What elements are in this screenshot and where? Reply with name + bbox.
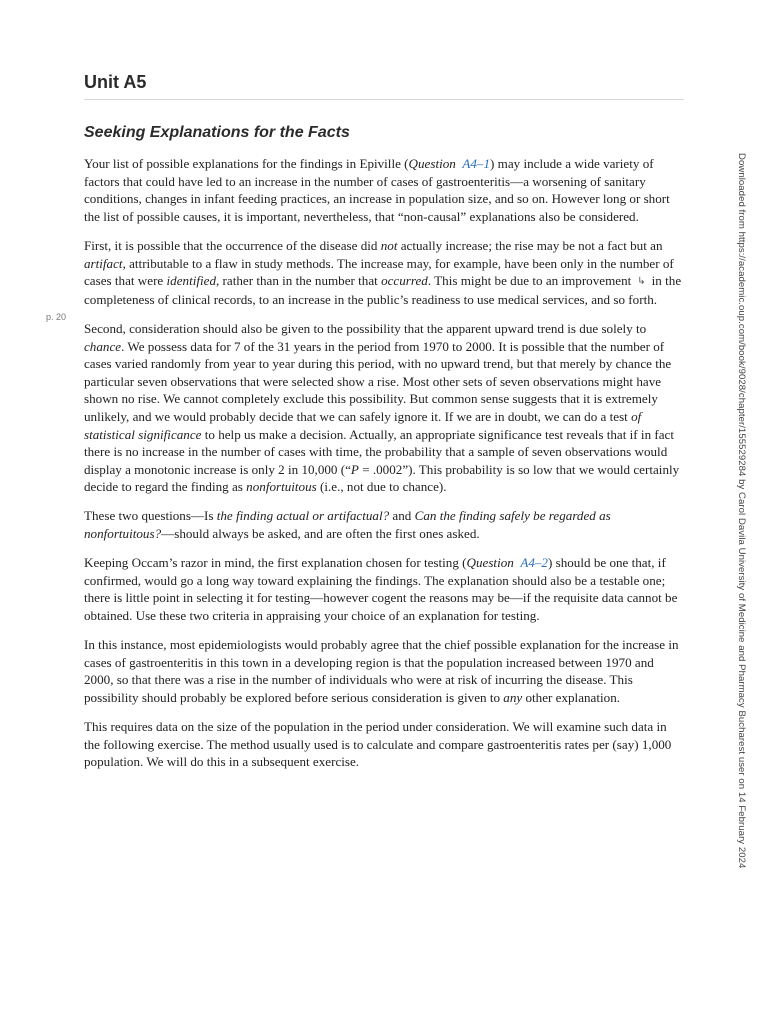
question-link-a4-2[interactable]: A4–2 <box>520 555 548 571</box>
paragraph-3: Second, consideration should also be given to the possibility that the apparent upward trend is due solely to chance. We possess data for 7 of the 31 years in the period from 1970 to 2000. It is possible that the number of cases varied randomly from year to year during this period, with no upward trend, but that merely by chance the particular seven observations that were selected show a rise. Most other sets of seven observations might have shown no rise. We cannot completely exclude this possibility. But common sense suggests that it is extremely unlikely, and we would probably decide that we can safely ignore it. If we are in doubt, we can do a test of statistical significance to help us make a decision. Actually, an appropriate significance test reveals that if in fact there is no increase in the number of cases with time, the probability that a sample of seven observations would display a monotonic increase is only 2 in 10,000 (“P = .0002”). This probability is so low that we would certainly decide to regard the finding as nonfortuitous (i.e., not due to chance). <box>84 320 680 495</box>
download-watermark: Downloaded from https://academic.oup.com/book/9028/chapter/155529284 by Carol Davila University of Medicine and Pharmacy Bucharest user on 14 February 2024 <box>736 153 747 869</box>
paragraph-1: Your list of possible explanations for the findings in Epiville (Question A4–1) may include a wide variety of factors that could have led to an increase in the number of cases of gastroenteritis—a worsening of sanitary conditions, changes in infant feeding practices, an increase in population size, and so on. However long or short the list of possible causes, it is important, nevertheless, that “non-causal” explanations also be considered. <box>84 156 670 224</box>
unit-title: Unit A5 <box>84 72 684 100</box>
question-link-a4-1[interactable]: A4–1 <box>462 156 490 171</box>
body-text <box>84 155 685 783</box>
page-break-icon: ↳ <box>637 276 646 288</box>
paragraph-7: This requires data on the size of the population in the period under consideration. We will examine such data in the following exercise. The method usually used is to calculate and compare gastroenteritis rates per (say) 1,000 population. We will do this in a subsequent exercise. <box>84 719 672 770</box>
paragraph-2: First, it is possible that the occurrence of the disease did not actually increase; the rise may be not a fact but an artifact, attributable to a flaw in study methods. The increase may, for example, have been only in the number of cases that were identified, rather than in the number that occurred. This might be due to an improvement ↳ in the completeness of clinical records, to an increase in the public’s readiness to use medical services, and so forth. <box>84 237 682 307</box>
paragraph-4: These two questions—Is the finding actual or artifactual? and Can the finding safely be regarded as nonfortuitous?—should always be asked, and are often the first ones asked. <box>84 508 611 542</box>
paragraph-6: In this instance, most epidemiologists would probably agree that the chief possible explanation for the increase in cases of gastroenteritis in this town in a developing region is that the population increased between 1970 and 2000, so that there was a rise in the number of individuals who were at risk of incurring the disease. This possibility should probably be explored before serious consideration is given to any other explanation. <box>84 637 679 705</box>
section-title: Seeking Explanations for the Facts <box>84 124 350 141</box>
paragraph-5: Keeping Occam’s razor in mind, the first explanation chosen for testing (Question A4–2) should be one that, if confirmed, would go a long way toward explaining the findings. The explanation should also be a testable one; there is little point in selecting it for testing—however cogent the reasons may be—if the requisite data cannot be obtained. Use these two criteria in appraising your choice of an explanation for testing. <box>84 555 678 624</box>
page-number-marker: p. 20 <box>46 312 67 322</box>
